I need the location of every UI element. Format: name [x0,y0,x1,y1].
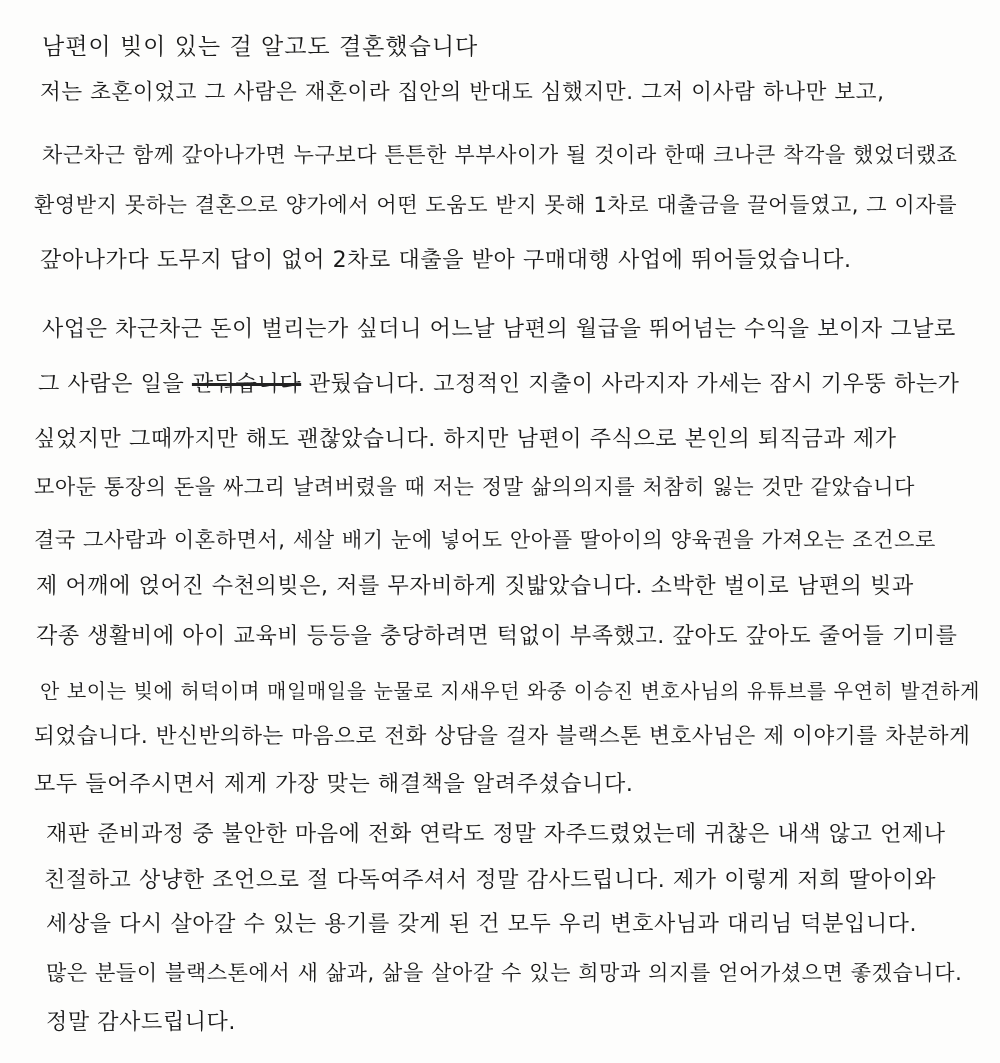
letter-line: 안 보이는 빚에 허덕이며 매일매일을 눈물로 지새우던 와중 이승진 변호사님의 유튜브를 우연히 발견하게 [40,679,981,703]
letter-line: 저는 초혼이었고 그 사람은 재혼이라 집안의 반대도 심했지만. 그저 이사람 하나만 보고, [40,80,885,105]
letter-title: 남편이 빚이 있는 걸 알고도 결혼했습니다 [42,34,479,60]
letter-line: 사업은 차근차근 돈이 벌리는가 싶더니 어느날 남편의 월급을 뛰어넘는 수익을 보이자 그날로 [42,317,956,342]
letter-line: 갚아나가다 도무지 답이 없어 2차로 대출을 받아 구매대행 사업에 뛰어들었습니다. [40,248,852,273]
letter-line: 결국 그사람과 이혼하면서, 세살 배기 눈에 넣어도 안아플 딸아이의 양육권을 가져오는 조건으로 [34,528,936,552]
letter-line: 정말 감사드립니다. [46,1010,237,1035]
line-start: 그 사람은 일을 [38,372,185,397]
letter-line: 각종 생활비에 아이 교육비 등등을 충당하려면 턱없이 부족했고. 갚아도 갚아도 줄어들 기미를 [36,624,958,649]
letter-line: 차근차근 함께 갚아나가면 누구보다 튼튼한 부부사이가 될 것이라 한때 크나큰 착각을 했었더랬죠 [42,143,958,167]
letter-line: 모아둔 통장의 돈을 싸그리 날려버렸을 때 저는 정말 삶의의지를 처참히 잃는 것만 같았습니다 [34,475,915,499]
letter-line: 모두 들어주시면서 제게 가장 맞는 해결책을 알려주셨습니다. [34,772,634,797]
letter-line: 재판 준비과정 중 불안한 마음에 전화 연락도 정말 자주드렸었는데 귀찮은 내색 않고 언제나 [46,822,946,847]
letter-line: 환영받지 못하는 결혼으로 양가에서 어떤 도움도 받지 못해 1차로 대출금을 끌어들였고, 그 이자를 [34,193,958,217]
letter-line: 제 어깨에 얹어진 수천의빚은, 저를 무자비하게 짓밟았습니다. 소박한 벌이로 남편의 빚과 [36,574,914,599]
letter-line-with-strike [38,370,960,400]
letter-line: 친절하고 상냥한 조언으로 절 다독여주셔서 정말 감사드립니다. 제가 이렇게 저희 딸아이와 [44,868,937,893]
letter-line: 세상을 다시 살아갈 수 있는 용기를 갖게 된 건 모두 우리 변호사님과 대리님 덕분입니다. [46,912,918,937]
letter-line: 싶었지만 그때까지만 해도 괜찮았습니다. 하지만 남편이 주식으로 본인의 퇴직금과 제가 [34,427,897,452]
struck-out-word: 관둬습니다 [191,372,302,397]
line-end: 관뒀습니다. 고정적인 지출이 사라지자 가세는 잠시 기우뚱 하는가 [308,372,960,397]
letter-line: 되었습니다. 반신반의하는 마음으로 전화 상담을 걸자 블랙스톤 변호사님은 제 이야기를 차분하게 [34,724,971,749]
letter-line: 많은 분들이 블랙스톤에서 새 삶과, 삶을 살아갈 수 있는 희망과 의지를 얻어가셨으면 좋겠습니다. [46,961,963,985]
